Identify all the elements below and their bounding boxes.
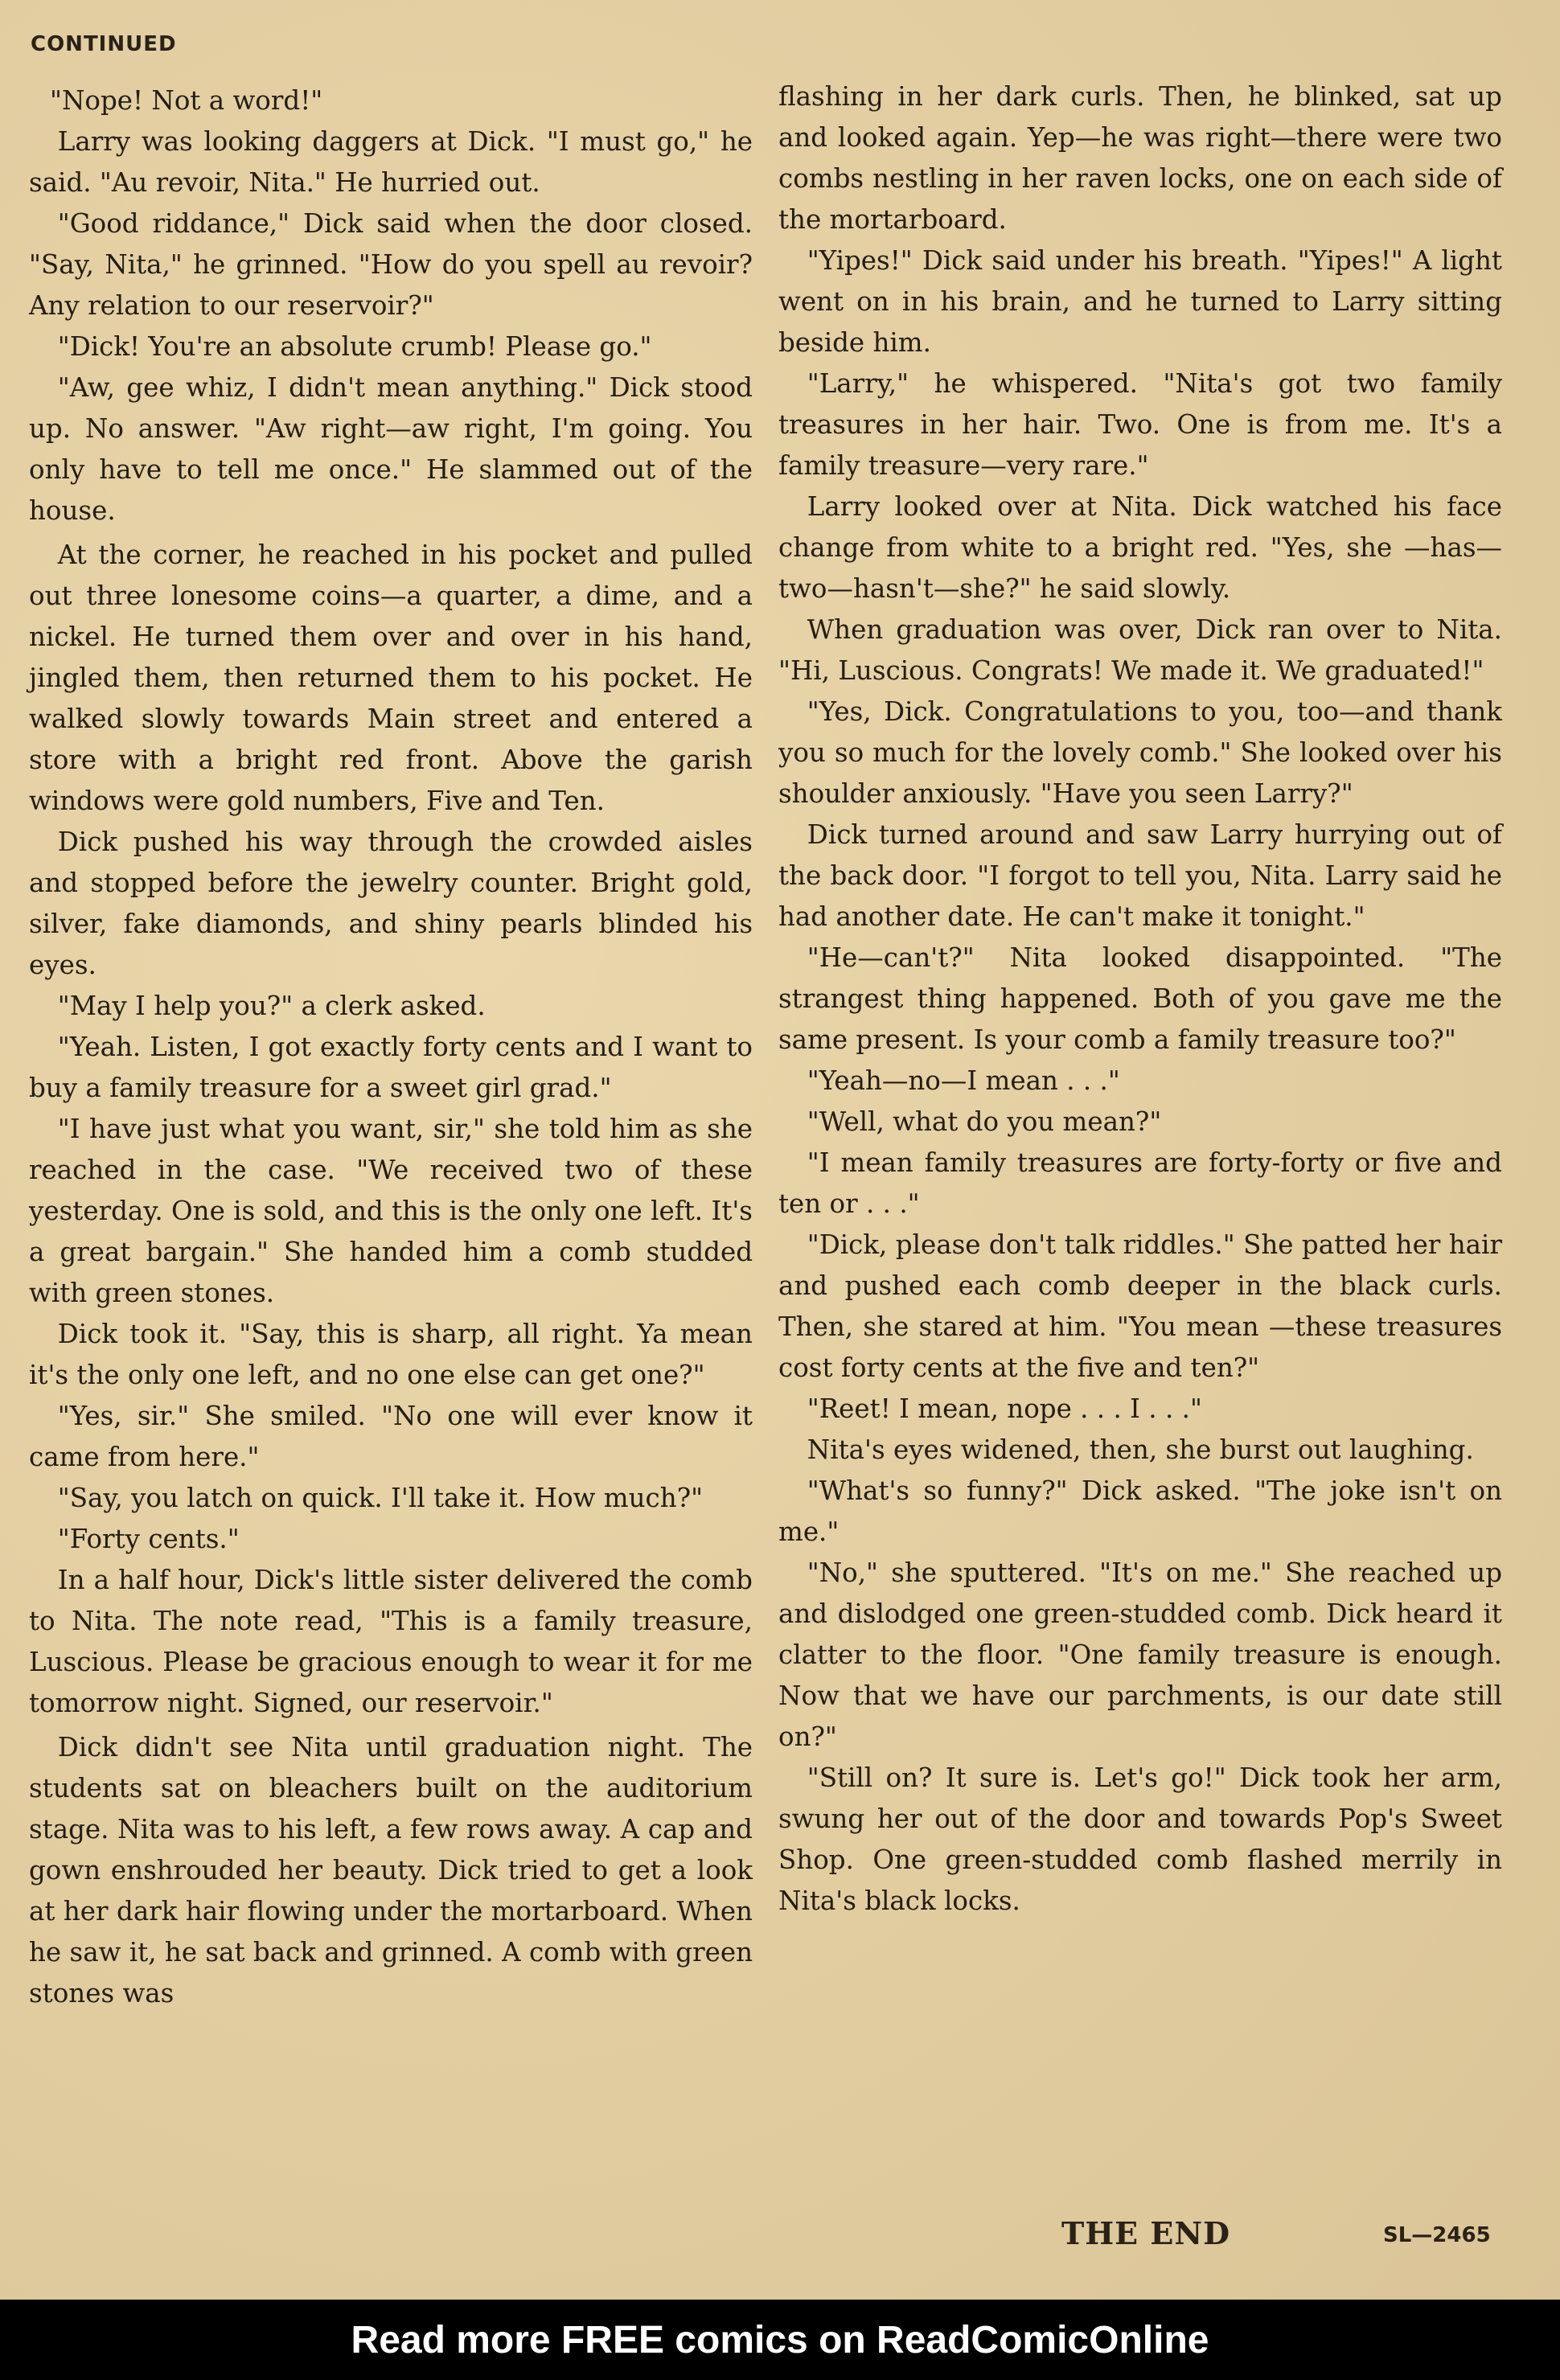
paragraph: "I mean family treasures are forty-forty or five and ten or . . ." — [778, 1147, 1502, 1219]
paragraph: Dick turned around and saw Larry hurrying out of the back door. "I forgot to tell you, Nita. Larry said he had another date. He can't make it tonight." — [778, 819, 1502, 932]
paragraph: "Forty cents." — [57, 1524, 240, 1554]
paragraph: Larry looked over at Nita. Dick watched his face change from white to a bright red. "Yes, she —has—two—hasn't—she?" he said slowly. — [778, 491, 1502, 604]
paragraph: "Yes, Dick. Congratulations to you, too—and thank you so much for the lovely comb." She looked over his shoulder anxiously. "Have you seen Larry?" — [778, 696, 1502, 809]
paragraph: Dick pushed his way through the crowded aisles and stopped before the jewelry counter. Bright gold, silver, fake diamonds, and shiny pearls blinded his eyes. — [29, 827, 753, 980]
right-column — [778, 76, 1502, 1922]
paragraph: "Larry," he whispered. "Nita's got two family treasures in her hair. Two. One is from me. It's a family treasure—very rare." — [778, 368, 1502, 481]
the-end-label: THE END — [1061, 2215, 1231, 2251]
paragraph: "Aw, gee whiz, I didn't mean anything." Dick stood up. No answer. "Aw right—aw right, I'm going. You only have to tell me once." He slammed out of the house. — [29, 372, 753, 526]
paragraph: At the corner, he reached in his pocket and pulled out three lonesome coins—a quarter, a dime, and a nickel. He turned them over and over in his hand, jingled them, then returned them to his pocket. He walked slowly towards Main street and entered a store with a bright red front. Above the garish windows were gold numbers, Five and Ten. — [29, 540, 753, 816]
paragraph: flashing in her dark curls. Then, he blinked, sat up and looked again. Yep—he was right—there were two combs nestling in her raven locks, one on each side of the mortarboard. — [778, 81, 1502, 235]
paragraph: "Yeah—no—I mean . . ." — [807, 1065, 1120, 1096]
paragraph: "I have just what you want, sir," she told him as she reached in the case. "We received two of these yesterday. One is sold, and this is the only one left. It's a great bargain." She handed him a comb studded with green stones. — [29, 1114, 753, 1308]
paragraph: "Nope! Not a word!" — [50, 85, 323, 116]
paragraph: "Yipes!" Dick said under his breath. "Yipes!" A light went on in his brain, and he turned to Larry sitting beside him. — [778, 245, 1502, 358]
left-column — [29, 80, 753, 2014]
paragraph: When graduation was over, Dick ran over to Nita. "Hi, Luscious. Congrats! We made it. We graduated!" — [778, 614, 1502, 686]
paragraph: "Well, what do you mean?" — [807, 1106, 1162, 1137]
continued-header: CONTINUED — [31, 32, 177, 56]
banner-text[interactable]: Read more FREE comics on ReadComicOnline — [351, 2318, 1209, 2362]
paragraph: "Dick! You're an absolute crumb! Please go." — [57, 331, 652, 362]
paragraph: Dick took it. "Say, this is sharp, all right. Ya mean it's the only one left, and no one else can get one?" — [29, 1319, 753, 1390]
paragraph: Dick didn't see Nita until graduation night. The students sat on bleachers built on the auditorium stage. Nita was to his left, a few rows away. A cap and gown enshrouded her beauty. Dick tried to get a look at her dark hair flowing under the mortarboard. When he saw it, he sat back and grinned. A comb with green stones was — [29, 1732, 753, 2009]
paragraph: "No," she sputtered. "It's on me." She reached up and dislodged one green-studded comb. Dick heard it clatter to the floor. "One family treasure is enough. Now that we have our parchments, is our date still on?" — [778, 1557, 1502, 1752]
read-more-banner[interactable] — [0, 2300, 1560, 2380]
paragraph: In a half hour, Dick's little sister delivered the comb to Nita. The note read, "This is a family treasure, Luscious. Please be gracious enough to wear it for me tomorrow night. Signed, our reservoir." — [29, 1565, 753, 1718]
paragraph: "He—can't?" Nita looked disappointed. "The strangest thing happened. Both of you gave me the same present. Is your comb a family treasure too?" — [778, 942, 1502, 1055]
paragraph: Larry was looking daggers at Dick. "I must go," he said. "Au revoir, Nita." He hurried out. — [29, 126, 753, 198]
paragraph: "Say, you latch on quick. I'll take it. How much?" — [57, 1483, 704, 1513]
paragraph: "May I help you?" a clerk asked. — [57, 991, 486, 1021]
story-code: SL—2465 — [1383, 2223, 1491, 2247]
paragraph: "Dick, please don't talk riddles." She patted her hair and pushed each comb deeper in the black curls. Then, she stared at him. "You mean —these treasures cost forty cents at the five and ten?" — [778, 1229, 1502, 1383]
paragraph: "Good riddance," Dick said when the door closed. "Say, Nita," he grinned. "How do you spell au revoir? Any relation to our reservoir?" — [29, 208, 753, 321]
paragraph: "Yeah. Listen, I got exactly forty cents and I want to buy a family treasure for a sweet girl grad." — [29, 1032, 753, 1103]
paragraph: "Yes, sir." She smiled. "No one will ever know it came from here." — [29, 1401, 753, 1472]
paragraph: "Reet! I mean, nope . . . I . . ." — [807, 1393, 1202, 1424]
paragraph: Nita's eyes widened, then, she burst out laughing. — [807, 1434, 1474, 1465]
paragraph: "Still on? It sure is. Let's go!" Dick took her arm, swung her out of the door and towards Pop's Sweet Shop. One green-studded comb flashed merrily in Nita's black locks. — [778, 1762, 1502, 1916]
paragraph: "What's so funny?" Dick asked. "The joke isn't on me." — [778, 1475, 1502, 1547]
